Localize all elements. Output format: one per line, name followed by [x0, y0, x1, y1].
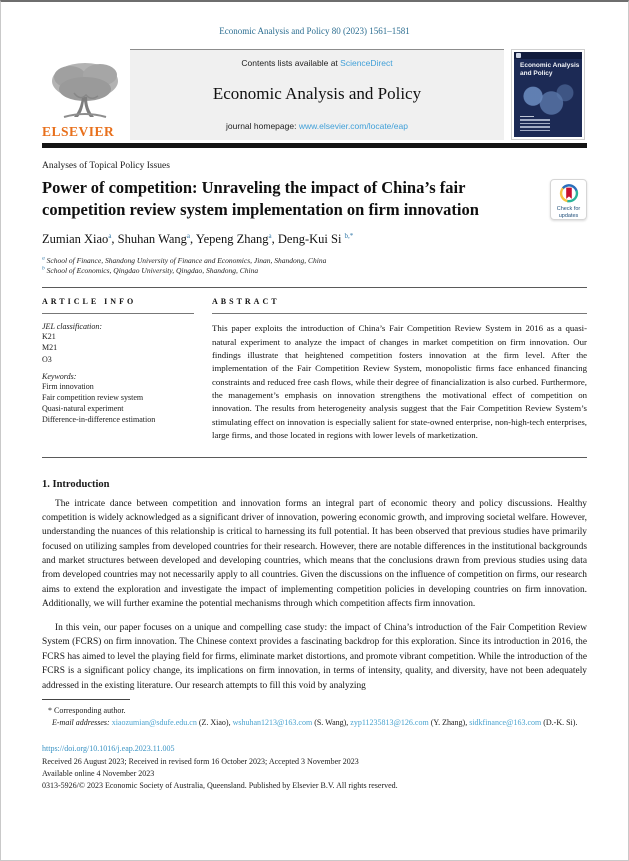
cover-title-line2: and Policy — [520, 70, 553, 78]
section-heading-introduction: 1. Introduction — [42, 478, 110, 490]
author-affil-mark: b,* — [344, 231, 354, 240]
jel-item: O3 — [42, 354, 52, 364]
journal-cover-thumbnail[interactable] — [511, 49, 585, 140]
email-label: E-mail addresses: — [52, 718, 110, 728]
affiliation-a: $^a$ School of Finance, Shandong University of Finance and Economics, Jinan, Shandong, China — [42, 255, 327, 265]
footnote-separator — [42, 699, 130, 700]
sciencedirect-link[interactable]: ScienceDirect — [340, 58, 393, 68]
affiliations — [42, 256, 587, 278]
homepage-prefix: journal homepage: — [226, 121, 299, 131]
author-affil-mark: a — [268, 231, 272, 240]
article-info-heading: ARTICLE INFO — [42, 297, 137, 307]
email-link[interactable]: wshuhan1213@163.com — [232, 718, 313, 728]
journal-header — [42, 49, 587, 140]
cover-column — [509, 49, 587, 140]
article-type-label: Analyses of Topical Policy Issues — [42, 161, 170, 171]
header-divider-bar — [42, 143, 587, 148]
elsevier-tree-icon — [44, 59, 126, 123]
elsevier-wordmark: ELSEVIER — [42, 123, 115, 139]
abstract-text: This paper exploits the introduction of China’s Fair Competition Review System in 2016 as a quasi-natural experiment to analyze the impact of changes in market competition on firm innovation. Our findings illustrate that heightened competition fosters innovation at the firm level. After the implementation of the Fair Competition Review System, monopolistic firms face enhanced financing constraints and reduced free cash flows, while their degree of financialization is also curbed. Furthermore, the management’s emphasis on innovation strengthens the motivational effect of competition on innovation. The results from heterogeneity analysis suggest that the Fair Competition Review System’s stimulating effect on innovation is especially salient for state-owned enterprise, non-high-tech enterprises, large firms, and those located in regions with lower levels of marketization. — [212, 323, 587, 441]
keyword-item: Difference-in-difference estimation — [42, 415, 156, 425]
check-updates-icon — [556, 183, 582, 205]
rule-below-abstract — [42, 457, 587, 458]
cover-title — [514, 59, 582, 78]
author[interactable]: Deng-Kui Si $^{b,*}$ — [277, 231, 354, 246]
cover-title-line1: Economic Analysis — [520, 62, 580, 69]
keyword-item: Firm innovation — [42, 381, 94, 391]
title-row — [42, 177, 587, 221]
abstract-heading: ABSTRACT — [212, 297, 280, 307]
author-affil-mark: a — [108, 231, 112, 240]
homepage-line — [136, 121, 498, 131]
journal-title: Economic Analysis and Policy — [212, 84, 422, 103]
cover-editor-lines — [520, 114, 550, 132]
paper-title: Power of competition: Unraveling the impact of China’s fair competition review system implementation on firm innovation — [42, 178, 479, 219]
elsevier-logo[interactable] — [42, 49, 130, 140]
journal-cover-art — [514, 52, 582, 137]
author[interactable]: Zumian Xiao$^a$ — [42, 231, 112, 246]
doi-line — [42, 743, 587, 754]
corresponding-author-note: * Corresponding author. — [48, 706, 126, 715]
keywords-label: Keywords: — [42, 371, 77, 381]
author-line: Zumian Xiao$^a$, Shuhan Wang$^a$, Yepeng Zhang$^a$, Deng-Kui Si $^{b,*}$ — [42, 231, 354, 246]
abstract-rule — [212, 313, 587, 314]
author[interactable]: Shuhan Wang$^a$ — [117, 231, 191, 246]
footnote-block — [42, 699, 587, 791]
email-link[interactable]: zyp11235813@126.com — [350, 718, 429, 728]
introduction-paragraph-2: In this vein, our paper focuses on a unique and compelling case study: the impact of China’s introduction of the Fair Competition Review System (FCRS) on firm innovation. The Chinese context provides a fascinating backdrop for this exploration. Since its introduction in 2016, the FCRS has aimed to level the playing field for firms, eliminate market distortions, and promote vibrant competition. While the introduction of the FCRS is a significant policy change, its implications on firm innovation, in terms of intensity, quality, and diversity, have not been adequately addressed in the existing literature. Our research attempts to fill this void by analyzing — [42, 623, 587, 691]
cover-topband — [514, 52, 582, 59]
jel-item: M21 — [42, 343, 58, 353]
info-abstract-block — [42, 288, 587, 446]
email-addresses-line: E-mail addresses: xiaozumian@sdufe.edu.cn (Z. Xiao), wshuhan1213@163.com (S. Wang), zyp11235813@126.com (Y. Zhang), sidkfinance@163.com (D.-K. Si). — [52, 718, 578, 728]
copyright-line: 0313-5926/© 2023 Economic Society of Australia, Queensland. Published by Elsevier B.V. All rights reserved. — [42, 780, 398, 790]
jel-label: JEL classification: — [42, 322, 103, 332]
article-info-column — [42, 297, 212, 442]
email-link[interactable]: xiaozumian@sdufe.edu.cn — [111, 718, 197, 728]
jel-item: K21 — [42, 332, 56, 342]
contents-line — [136, 58, 498, 68]
keyword-item: Fair competition review system — [42, 393, 144, 403]
check-updates-label: Check for updates — [556, 206, 581, 219]
abstract-column — [212, 297, 587, 442]
doi-link[interactable]: https://doi.org/10.1016/j.eap.2023.11.005 — [42, 744, 175, 754]
contents-prefix: Contents lists available at — [241, 58, 341, 68]
affiliation-b: $^b$ School of Economics, Qingdao University, Qingdao, Shandong, China — [42, 265, 259, 276]
journal-banner — [130, 49, 504, 140]
homepage-link[interactable]: www.elsevier.com/locate/eap — [298, 121, 408, 131]
available-online-line: Available online 4 November 2023 — [42, 768, 155, 778]
keyword-item: Quasi-natural experiment — [42, 404, 124, 414]
author[interactable]: Yepeng Zhang$^a$ — [195, 231, 272, 246]
check-for-updates-badge[interactable] — [550, 179, 587, 220]
cover-mini-logo-icon — [516, 53, 521, 58]
article-info-rule — [42, 313, 194, 314]
received-line: Received 26 August 2023; Received in revised form 16 October 2023; Accepted 3 November 2023 — [42, 756, 359, 766]
email-link[interactable]: sidkfinance@163.com — [469, 718, 542, 728]
author-affil-mark: a — [186, 231, 191, 240]
journal-citation[interactable]: Economic Analysis and Policy 80 (2023) 1561–1581 — [219, 26, 410, 36]
introduction-paragraph-1: The intricate dance between competition and innovation forms an integral part of economic theory and policy discussions. Healthy competition is widely acknowledged as a significant driver of innovation, powering economic growth, and improving societal welfare. However, understanding the nuances of this relationship is critical to harnessing its full potential. It has been observed that previous studies have primarily focused on utilizing samples from developed countries for their research. However, there are notable differences in the institutional backgrounds and market structures between developed and developing countries, which means that the conclusions drawn from previous studies using data from developed countries may not necessarily apply to all countries. Given the discussions on the influence of competition on firms, our research aims to extend the exploration and investigate the impact of implementing competition policies in developing countries on firm innovation. Additionally, we will further examine the potential mechanisms through which competition affects firm innovation. — [42, 498, 587, 610]
